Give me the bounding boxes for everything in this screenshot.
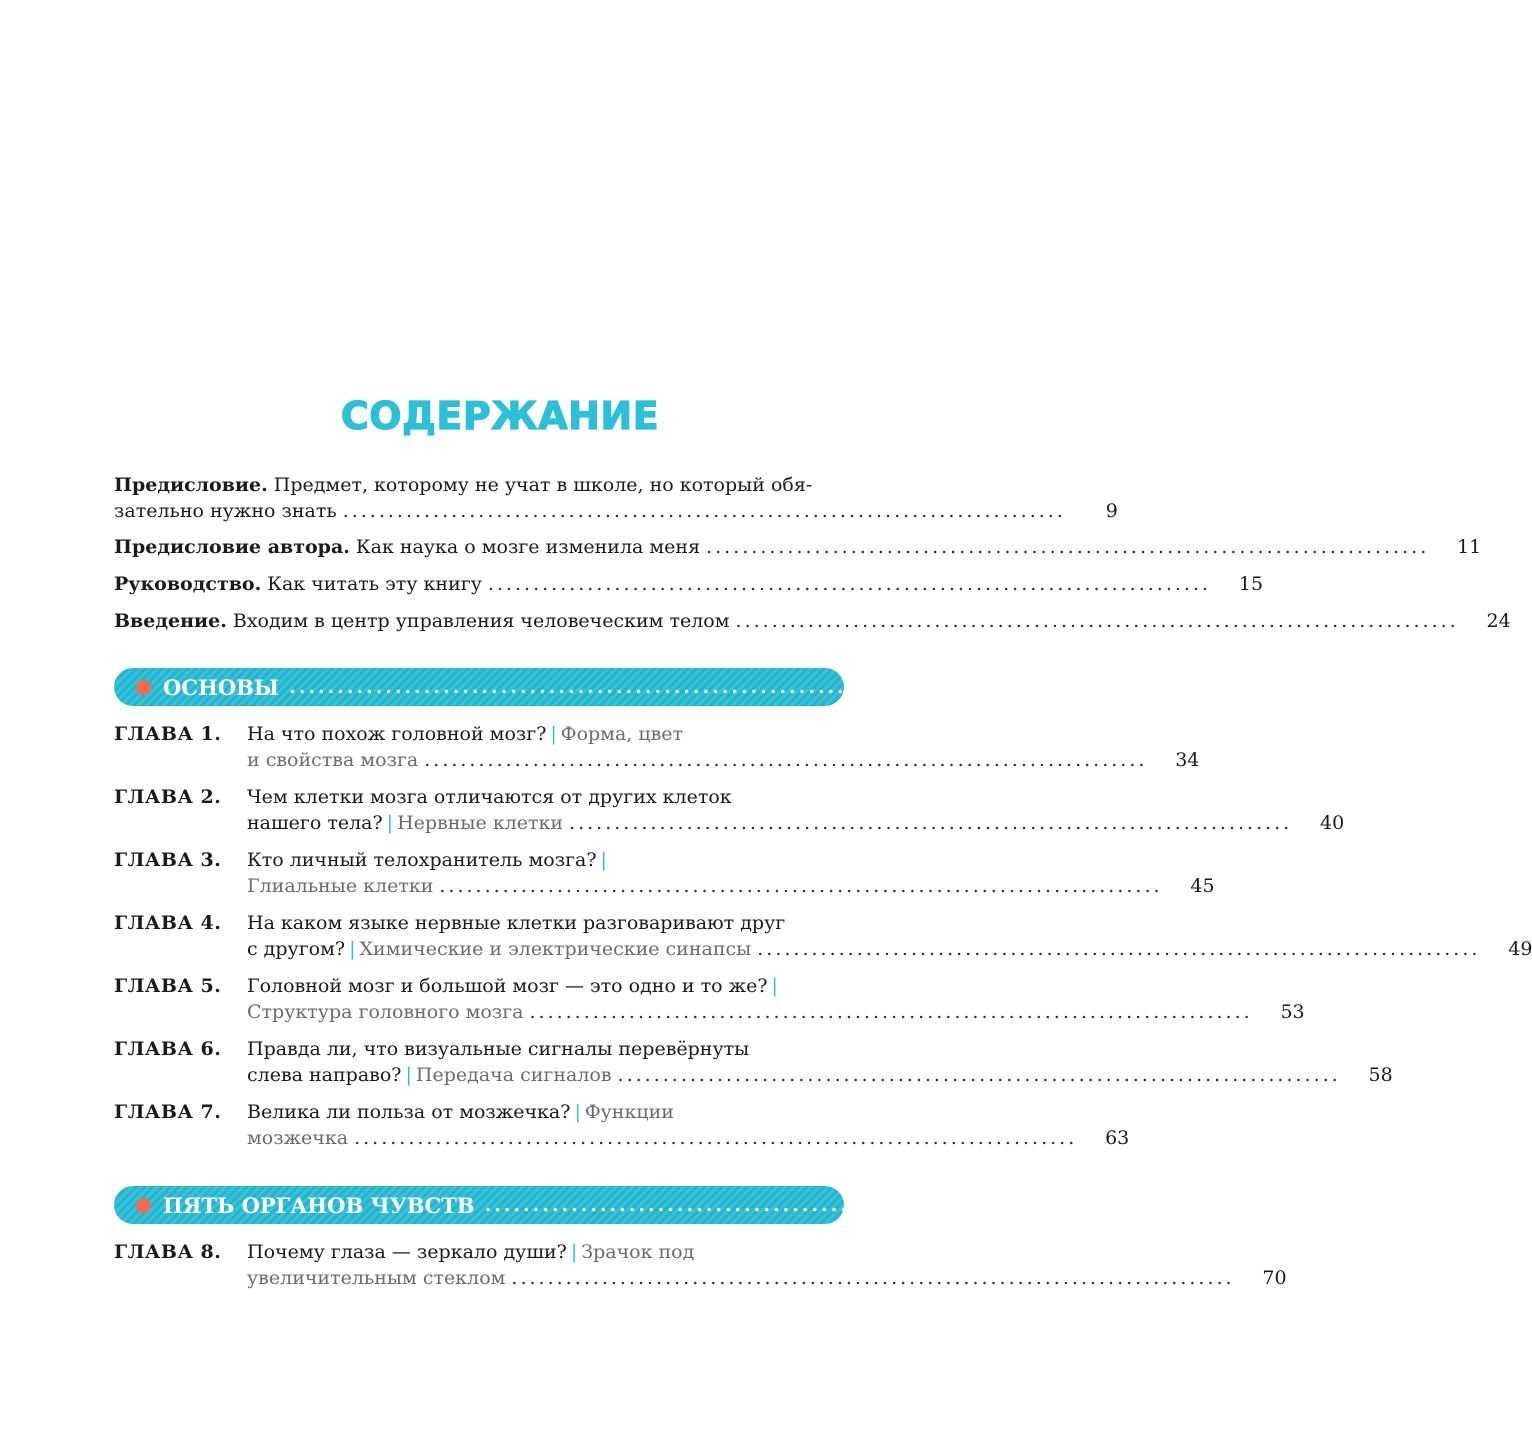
page-number: 11 [1457, 536, 1482, 558]
leader-dots: ................................................................................ [289, 676, 1059, 698]
separator-bar: | [570, 1241, 578, 1263]
chapter-label: ГЛАВА 4. [114, 912, 222, 934]
separator-bar: | [600, 849, 607, 871]
chapter-topic: Форма, цвет [560, 723, 684, 745]
chapter-label: ГЛАВА 7. [114, 1101, 222, 1123]
entry-bold: Предисловие автора. [114, 536, 350, 558]
section-title: ПЯТЬ ОРГАНОВ ЧУВСТВ [163, 1192, 475, 1218]
leader-dots: ................................................................................ [706, 536, 1430, 558]
entry-bold: Руководство. [114, 573, 262, 595]
separator-bar: | [550, 723, 557, 745]
leader-dots: ................................................................................ [487, 573, 1212, 595]
page-number: 40 [1320, 812, 1345, 834]
page-number: 9 [1105, 500, 1118, 522]
chapter-label: ГЛАВА 5. [114, 975, 222, 997]
page-number: 45 [1190, 875, 1215, 897]
page-number: 34 [1175, 749, 1200, 771]
chapter-label: ГЛАВА 3. [114, 849, 222, 871]
bullet-icon [136, 1198, 151, 1213]
chapter-title: Головной мозг и большой мозг — это одно и то же? [247, 975, 768, 997]
entry-text: Как наука о мозге изменила меня [349, 536, 701, 558]
page-number: 70 [1262, 1267, 1287, 1289]
chapter-title-2: с другом? [247, 938, 346, 960]
chapter-label: ГЛАВА 2. [114, 786, 222, 808]
entry-text-2: зательно нужно знать [114, 500, 337, 522]
page-number: 53 [1280, 1001, 1305, 1023]
separator-bar: | [349, 938, 356, 960]
chapter-label: ГЛАВА 8. [114, 1241, 222, 1263]
chapter-title: Почему глаза — зеркало души? [247, 1241, 567, 1263]
chapter-topic: Глиальные клетки [247, 875, 434, 897]
chapter-topic: Химические и электрические синапсы [359, 938, 752, 960]
page-number: 58 [1368, 1064, 1393, 1086]
entry-text: Предмет, которому не учат в школе, но который обя- [267, 474, 813, 496]
separator-bar: | [574, 1101, 581, 1123]
section-band-five-senses[interactable] [114, 1186, 1292, 1224]
leader-dots: ................................................................................ [424, 749, 1148, 771]
page-number: 49 [1508, 938, 1532, 960]
entry-text: Входим в центр управления человеческим телом [226, 610, 730, 632]
chapter-title: Чем клетки мозга отличаются от других клеток [247, 786, 732, 808]
toc-entry-guide[interactable] [114, 571, 1264, 597]
chapter-topic: Структура головного мозга [247, 1001, 524, 1023]
leader-dots: ................................................................................ [569, 812, 1293, 834]
chapter-topic-2: и свойства мозга [247, 749, 419, 771]
page-number: 15 [1238, 573, 1264, 595]
chapter-title-2: нашего тела? [247, 812, 383, 834]
separator-bar: | [386, 812, 394, 834]
leader-dots: ................................................................................ [439, 875, 1163, 897]
leader-dots: ................................................................................ [354, 1127, 1078, 1149]
leader-dots: ................................................................................ [511, 1267, 1235, 1289]
chapter-topic: Функции [584, 1101, 674, 1123]
section-band-basics[interactable] [114, 668, 1097, 706]
chapter-topic-2: увеличительным стеклом [247, 1267, 506, 1289]
chapter-title: Правда ли, что визуальные сигналы перевёрнуты [247, 1038, 750, 1060]
section-page: 69 [1263, 1193, 1292, 1217]
chapter-label: ГЛАВА 6. [114, 1038, 222, 1060]
page-title: СОДЕРЖАНИЕ [340, 394, 660, 438]
chapter-label: ГЛАВА 1. [114, 723, 222, 745]
entry-text: Как читать эту книгу [261, 573, 482, 595]
chapter-topic: Нервные клетки [397, 812, 564, 834]
toc-entry-intro[interactable] [114, 608, 1511, 634]
chapter-title: На каком языке нервные клетки разговаривают друг [247, 912, 786, 934]
toc-entry-author-preface[interactable] [114, 534, 1482, 560]
chapter-title: Велика ли польза от мозжечка? [247, 1101, 571, 1123]
entry-bold: Предисловие. [114, 474, 268, 496]
leader-dots: ................................................................................ [757, 938, 1481, 960]
chapter-topic: Передача сигналов [415, 1064, 612, 1086]
leader-dots: ................................................................................ [735, 610, 1459, 632]
separator-bar: | [771, 975, 778, 997]
chapter-topic: Зрачок под [581, 1241, 695, 1263]
toc-entry-preface[interactable] [114, 472, 1118, 524]
chapter-title-2: слева направо? [247, 1064, 402, 1086]
bullet-icon [136, 680, 151, 695]
separator-bar: | [405, 1064, 412, 1086]
chapter-title: Кто личный телохранитель мозга? [247, 849, 597, 871]
chapter-topic-2: мозжечка [247, 1127, 349, 1149]
leader-dots: ................................................................................ [617, 1064, 1341, 1086]
page-number: 63 [1105, 1127, 1130, 1149]
leader-dots: ................................................................................ [529, 1001, 1253, 1023]
chapter-title: На что похож головной мозг? [247, 723, 547, 745]
section-page: 33 [1068, 675, 1097, 699]
leader-dots: ................................................................................ [342, 500, 1066, 522]
section-title: ОСНОВЫ [163, 674, 280, 700]
leader-dots: ................................................................................ [484, 1194, 1254, 1216]
page-number: 24 [1486, 610, 1511, 632]
entry-bold: Введение. [114, 610, 227, 632]
